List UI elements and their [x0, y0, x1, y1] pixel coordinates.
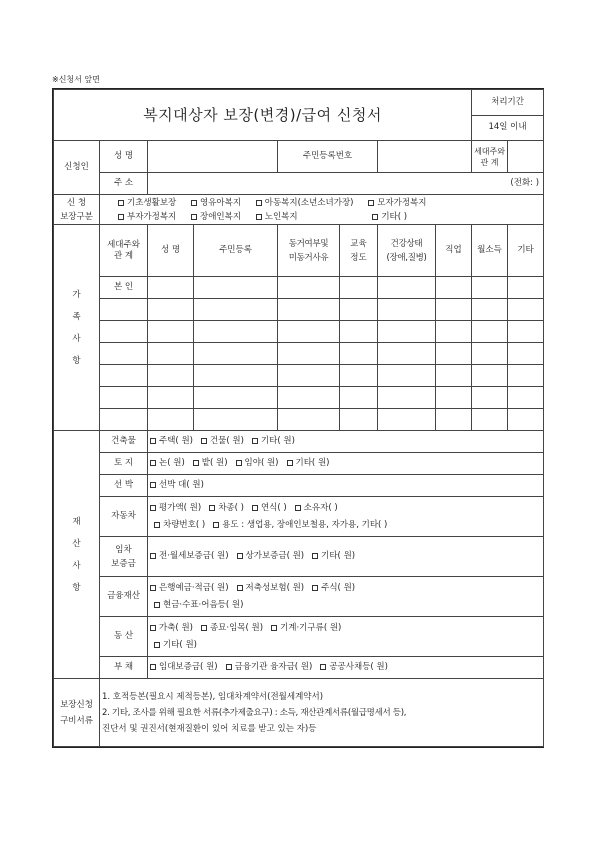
application-form	[52, 88, 544, 748]
checkbox-icon	[237, 585, 243, 591]
family-row	[54, 387, 544, 409]
asset-option-label: 가축( 원)	[159, 622, 193, 633]
option-other[interactable]: 기타( )	[372, 212, 407, 222]
asset-checkbox-option[interactable]	[150, 503, 201, 513]
checkbox-icon	[150, 553, 156, 559]
asset-line	[150, 659, 541, 676]
asset-option-label: 기타( 원)	[295, 458, 330, 468]
asset-line	[150, 477, 541, 494]
asset-line	[150, 455, 541, 472]
checkbox-icon	[213, 522, 219, 528]
asset-line	[150, 620, 541, 637]
asset-option-label: 은행예금·적금( 원)	[159, 582, 229, 593]
docs-content	[100, 679, 544, 747]
option-elderly[interactable]: 노인복지	[256, 212, 298, 222]
asset-checkbox-option[interactable]	[150, 458, 185, 468]
option-mother-family[interactable]: 모자가정복지	[368, 198, 426, 208]
asset-option-label: 건물( 원)	[209, 436, 244, 446]
asset-option-label: 논( 원)	[159, 458, 185, 468]
asset-option-label: 선박 대( 원)	[159, 480, 204, 490]
family-header-resident: 주민등록	[194, 225, 278, 277]
checkbox-icon	[201, 625, 207, 631]
checkbox-icon	[237, 553, 243, 559]
asset-checkbox-option[interactable]	[150, 662, 218, 672]
family-row	[54, 409, 544, 431]
asset-line	[150, 597, 541, 614]
asset-label: 토 지	[100, 453, 148, 475]
asset-option-label: 용도 : 생업용, 장애인보철용, 자가용, 기타( )	[222, 519, 388, 530]
asset-checkbox-option[interactable]	[193, 458, 228, 468]
checkbox-icon	[193, 460, 199, 466]
checkbox-icon	[236, 460, 242, 466]
asset-options-debt	[148, 657, 544, 679]
asset-line	[150, 580, 541, 597]
family-header-income: 월소득	[472, 225, 508, 277]
name-label: 성 명	[100, 141, 148, 173]
applicant-section-label: 신청인	[54, 141, 100, 195]
asset-checkbox-option[interactable]	[150, 583, 229, 593]
asset-label: 자동차	[100, 497, 148, 537]
asset-option-label: 임대보증금( 원)	[159, 662, 218, 672]
asset-label: 부 채	[100, 657, 148, 679]
asset-checkbox-option[interactable]	[312, 583, 355, 593]
asset-checkbox-option[interactable]	[252, 436, 295, 446]
family-row	[54, 299, 544, 321]
asset-option-label: 차량번호( )	[163, 519, 206, 530]
asset-checkbox-option[interactable]	[154, 640, 197, 650]
asset-option-label: 평가액( 원)	[159, 502, 202, 513]
form-note: ※신청서 앞면	[52, 75, 100, 84]
asset-label: 동 산	[100, 617, 148, 657]
asset-label: 금융재산	[100, 577, 148, 617]
asset-options-vehicle	[148, 497, 544, 537]
asset-checkbox-option[interactable]	[201, 436, 244, 446]
checkbox-icon	[256, 214, 262, 220]
resident-no-label: 주민등록번호	[278, 141, 378, 173]
asset-option-label: 상가보증금( 원)	[245, 551, 305, 561]
family-self-label: 본 인	[100, 277, 148, 299]
family-header-education: 교육 정도	[340, 225, 378, 277]
checkbox-icon	[118, 200, 124, 206]
asset-option-label: 기타( 원)	[163, 639, 197, 650]
asset-options-ship	[148, 475, 544, 497]
checkbox-icon	[252, 505, 258, 511]
processing-value: 14일 이내	[472, 115, 544, 141]
family-row	[54, 277, 544, 299]
asset-checkbox-option[interactable]	[201, 623, 263, 633]
processing-label: 처리기간	[472, 90, 544, 116]
asset-checkbox-option[interactable]	[320, 662, 388, 672]
checkbox-icon	[150, 625, 156, 631]
phone-field: (전화: )	[510, 178, 540, 188]
asset-options-movables	[148, 617, 544, 657]
asset-line	[150, 548, 541, 565]
asset-option-label: 소유자( )	[303, 502, 338, 513]
family-section-label: 가 족 사 항	[54, 225, 100, 431]
checkbox-icon	[372, 214, 378, 220]
category-label: 신 청 보장구분	[54, 195, 100, 225]
docs-line: 2. 기타, 조사를 위해 필요한 서류(추가제출요구) : 소득, 재산관계서류(월급명세서 등),	[102, 707, 407, 718]
family-header-name: 성 명	[148, 225, 194, 277]
checkbox-icon	[226, 664, 232, 670]
checkbox-icon	[150, 460, 156, 466]
asset-option-label: 차종( )	[218, 502, 244, 513]
asset-option-label: 기타( 원)	[260, 436, 295, 446]
assets-section-label: 재 산 사 항	[54, 431, 100, 679]
checkbox-icon	[295, 505, 301, 511]
asset-option-label: 밭( 원)	[201, 458, 228, 468]
checkbox-icon	[150, 505, 156, 511]
checkbox-icon	[154, 642, 160, 648]
asset-option-label: 연식( )	[260, 502, 287, 513]
asset-checkbox-option[interactable]	[150, 480, 204, 490]
category-options	[100, 195, 544, 225]
asset-option-label: 임야( 원)	[244, 458, 279, 468]
asset-checkbox-option[interactable]	[150, 436, 193, 446]
option-disability[interactable]: 장애인복지	[191, 212, 241, 222]
asset-checkbox-option[interactable]	[150, 623, 193, 633]
relation-label: 세대주와 관 계	[472, 141, 508, 173]
family-row	[54, 321, 544, 343]
asset-option-label: 주택( 원)	[159, 436, 193, 446]
asset-option-label: 종묘·임목( 원)	[209, 622, 264, 633]
asset-label: 선 박	[100, 475, 148, 497]
asset-label: 임차 보증금	[100, 537, 148, 577]
checkbox-icon	[252, 438, 258, 444]
asset-line	[150, 500, 541, 517]
checkbox-icon	[118, 214, 124, 220]
family-row	[54, 365, 544, 387]
family-header-job: 직업	[436, 225, 472, 277]
family-header-other: 기타	[508, 225, 544, 277]
asset-line	[150, 517, 541, 534]
asset-checkbox-option[interactable]	[252, 503, 287, 513]
asset-option-label: 공공사채등( 원)	[329, 662, 388, 672]
asset-line	[150, 637, 541, 654]
checkbox-icon	[312, 585, 318, 591]
asset-checkbox-option[interactable]	[213, 520, 387, 530]
asset-checkbox-option[interactable]	[312, 551, 355, 561]
asset-options-land	[148, 453, 544, 475]
checkbox-icon	[150, 482, 156, 488]
asset-options-financial	[148, 577, 544, 617]
asset-line	[150, 433, 541, 450]
option-father-family[interactable]: 부자가정복지	[118, 212, 176, 222]
asset-checkbox-option[interactable]	[154, 600, 243, 610]
relation-field[interactable]	[508, 141, 544, 173]
checkbox-icon	[154, 522, 160, 528]
checkbox-icon	[191, 214, 197, 220]
checkbox-icon	[150, 438, 156, 444]
docs-label: 보장신청 구비서류	[54, 679, 100, 747]
checkbox-icon	[150, 585, 156, 591]
checkbox-icon	[368, 200, 374, 206]
asset-checkbox-option[interactable]	[287, 458, 330, 468]
asset-option-label: 현금·수표·어음등( 원)	[163, 599, 244, 610]
checkbox-icon	[312, 553, 318, 559]
asset-checkbox-option[interactable]	[271, 623, 341, 633]
asset-option-label: 기계·기구류( 원)	[280, 622, 342, 633]
checkbox-icon	[191, 200, 197, 206]
resident-no-field[interactable]	[378, 141, 472, 173]
address-field[interactable]	[148, 173, 544, 195]
asset-checkbox-option[interactable]	[237, 583, 305, 593]
address-label: 주 소	[100, 173, 148, 195]
checkbox-icon	[320, 664, 326, 670]
option-basic-livelihood[interactable]: 기초생활보장	[118, 198, 176, 208]
asset-checkbox-option[interactable]	[226, 662, 313, 672]
docs-line: 진단서 및 권진서(현재질환이 있어 치료를 받고 있는 자)등	[102, 723, 317, 734]
checkbox-icon	[287, 460, 293, 466]
asset-option-label: 주식( 원)	[321, 582, 356, 593]
family-header-relation: 세대주와 관 계	[100, 225, 148, 277]
asset-checkbox-option[interactable]	[150, 551, 229, 561]
checkbox-icon	[209, 505, 215, 511]
checkbox-icon	[271, 625, 277, 631]
asset-option-label: 금융기관 융자금( 원)	[234, 662, 313, 672]
asset-checkbox-option[interactable]	[154, 520, 205, 530]
checkbox-icon	[150, 664, 156, 670]
asset-label: 건축물	[100, 431, 148, 453]
checkbox-icon	[201, 438, 207, 444]
family-header-health: 건강상태 (장애,질병)	[378, 225, 436, 277]
asset-options-building	[148, 431, 544, 453]
checkbox-icon	[154, 602, 160, 608]
option-infant-welfare[interactable]: 영유아복지	[191, 198, 241, 208]
option-child-welfare[interactable]: 아동복지(소년소녀가장)	[256, 198, 354, 208]
asset-checkbox-option[interactable]	[209, 503, 244, 513]
form-title: 복지대상자 보장(변경)/급여 신청서	[54, 90, 472, 141]
asset-checkbox-option[interactable]	[236, 458, 279, 468]
family-row	[54, 343, 544, 365]
asset-option-label: 저축성보험( 원)	[245, 582, 305, 593]
checkbox-icon	[256, 200, 262, 206]
asset-option-label: 기타( 원)	[321, 551, 356, 561]
asset-option-label: 전·월세보증금( 원)	[159, 551, 229, 561]
asset-options-deposit	[148, 537, 544, 577]
asset-checkbox-option[interactable]	[295, 503, 338, 513]
docs-line: 1. 호적등본(필요시 제적등본), 임대차계약서(전월세계약서)	[102, 691, 324, 702]
asset-checkbox-option[interactable]	[237, 551, 305, 561]
family-header-cohabit: 동거여부및 미동거사유	[278, 225, 340, 277]
name-field[interactable]	[148, 141, 278, 173]
